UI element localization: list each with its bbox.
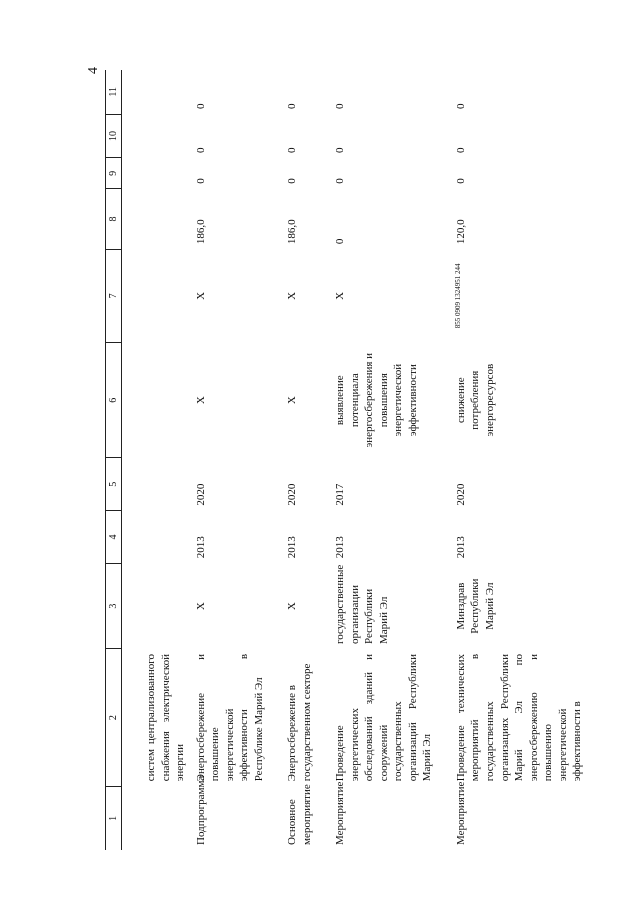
amount-col-9: 0: [286, 178, 299, 184]
column-number: 5: [106, 458, 122, 511]
amount-col-10: 0: [334, 147, 347, 153]
row-type: Основное мероприятие: [286, 784, 313, 845]
amount-col-11: 0: [334, 103, 347, 110]
start-year: 2013: [334, 536, 347, 559]
expected-result: [122, 343, 191, 458]
amount-col-9: 0: [454, 178, 467, 184]
budget-code: [122, 249, 191, 342]
expected-result: Х: [286, 396, 299, 405]
column-number: 2: [106, 649, 122, 786]
amount-col-10: [122, 114, 191, 158]
column-number: 6: [106, 343, 122, 458]
expected-result: снижение потребления энергоресурсов: [454, 363, 496, 437]
amount-col-10: 0: [286, 147, 299, 153]
budget-code: Х: [194, 291, 207, 300]
column-number: 9: [106, 158, 122, 189]
start-year: 2013: [286, 536, 299, 559]
amount-col-10: 0: [194, 147, 207, 153]
row-type: [122, 786, 191, 850]
executor: Х: [194, 602, 207, 611]
page-number: 4: [86, 67, 101, 74]
column-number: 11: [106, 70, 122, 114]
executor: государственные организации Республики Марий Эл: [334, 564, 390, 644]
start-year: 2013: [194, 536, 207, 559]
row-type: Подпрограмма: [194, 775, 207, 845]
start-year: 2013: [454, 536, 467, 559]
table-row: [191, 70, 283, 850]
row-name: Энергосбережение и повышение энергетической эффективности в Республике Марий Эл: [194, 653, 265, 782]
rotated-table-area: [105, 70, 584, 850]
column-number: 3: [106, 563, 122, 649]
end-year: 2020: [454, 483, 467, 506]
amount-col-8: 186,0: [286, 219, 299, 245]
expected-result: Х: [194, 396, 207, 405]
amount-col-11: [122, 70, 191, 114]
column-number: 4: [106, 511, 122, 564]
column-number: 8: [106, 189, 122, 249]
end-year: 2020: [194, 483, 207, 506]
executor: Х: [286, 602, 299, 611]
amount-col-9: 0: [194, 178, 207, 184]
amount-col-8: [122, 189, 191, 249]
table-row: [451, 70, 601, 850]
row-name: систем централизованного снабжения электрической энергии: [145, 653, 187, 782]
end-year: 2020: [286, 483, 299, 506]
amount-col-9: 0: [334, 178, 347, 184]
row-name: Энергосбережение в государственном секторе: [286, 663, 313, 782]
end-year: 2017: [334, 483, 347, 506]
budget-code: Х: [334, 291, 347, 300]
row-name: Проведение технических мероприятий в государственных организациях Республики Марий Эл по энергосбережению и повышению энергетической эффективности в: [454, 653, 584, 782]
budget-code: Х: [286, 291, 299, 300]
executor: Минздрав Республики Марий Эл: [454, 578, 496, 634]
column-number-row: [106, 70, 122, 850]
amount-col-11: 0: [454, 103, 467, 110]
start-year: [122, 511, 191, 564]
table-row: [282, 70, 330, 850]
budget-code: 855 0909 1324951 244: [453, 263, 462, 329]
executor: [122, 563, 191, 649]
column-number: 7: [106, 249, 122, 342]
table-row: [330, 70, 451, 850]
row-type: Мероприятие: [454, 781, 467, 845]
amount-col-11: 0: [286, 103, 299, 110]
end-year: [122, 458, 191, 511]
amount-col-9: [122, 158, 191, 189]
row-name: Проведение энергетических обследований зданий и сооружений государственных организаций Республики Марий Эл: [334, 653, 434, 782]
expected-result: выявление потенциала энергосбережения и повышения энергетической эффективности: [334, 352, 419, 448]
column-number: 1: [106, 786, 122, 850]
column-number: 10: [106, 114, 122, 158]
amount-col-8: 120,0: [454, 219, 467, 245]
amount-col-8: 0: [334, 238, 347, 245]
amount-col-8: 186,0: [194, 219, 207, 245]
amount-col-11: 0: [194, 103, 207, 110]
row-type: Мероприятие: [334, 781, 347, 845]
table-row: [122, 70, 191, 850]
amount-col-10: 0: [454, 147, 467, 153]
program-table: [105, 70, 601, 850]
